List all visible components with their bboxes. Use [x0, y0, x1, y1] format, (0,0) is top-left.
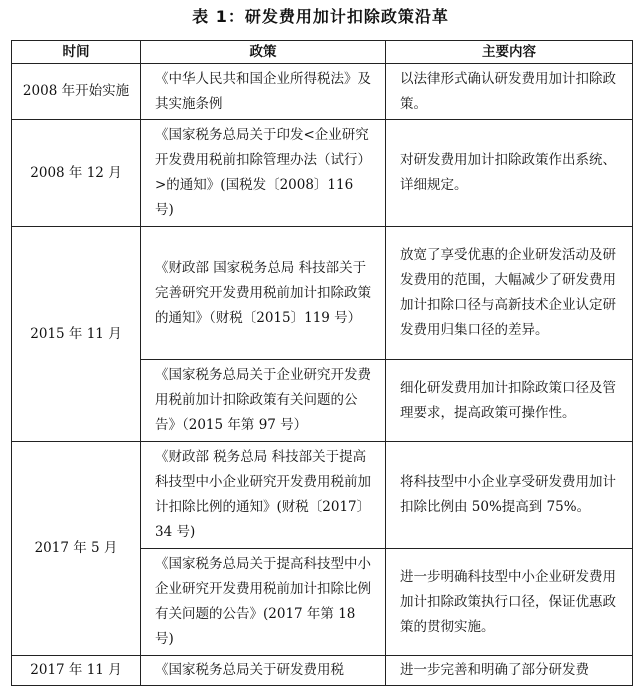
table-row: [12, 120, 633, 227]
cell-content: 放宽了享受优惠的企业研发活动及研发费用的范围，大幅减少了研发费用加计扣除口径与高新技术企业认定研发费用归集口径的差异。: [386, 227, 633, 360]
header-content: 主要内容: [386, 41, 633, 64]
cell-policy: 《国家税务总局关于企业研究开发费用税前加计扣除政策有关问题的公告》（2015 年第 97 号）: [141, 360, 386, 442]
cell-policy: 《财政部 国家税务总局 科技部关于完善研究开发费用税前加计扣除政策的通知》（财税〔2015〕119 号）: [141, 227, 386, 360]
cell-content: 将科技型中小企业享受研发费用加计扣除比例由 50%提高到 75%。: [386, 442, 633, 549]
cell-time: 2008 年 12 月: [12, 120, 141, 227]
cell-policy: 《中华人民共和国企业所得税法》及其实施条例: [141, 64, 386, 120]
table-row: [12, 64, 633, 120]
cell-content: 进一步明确科技型中小企业研发费用加计扣除政策执行口径，保证优惠政策的贯彻实施。: [386, 549, 633, 656]
table-row: [12, 227, 633, 360]
header-time: 时间: [12, 41, 141, 64]
cell-time: 2017 年 5 月: [12, 442, 141, 656]
cell-time: 2017 年 11 月: [12, 656, 141, 686]
table-row: [12, 442, 633, 549]
cell-policy: 《国家税务总局关于研发费用税: [141, 656, 386, 686]
cell-content: 以法律形式确认研发费用加计扣除政策。: [386, 64, 633, 120]
policy-history-table: [11, 40, 633, 686]
cell-content: 对研发费用加计扣除政策作出系统、详细规定。: [386, 120, 633, 227]
cell-policy: 《国家税务总局关于提高科技型中小企业研究开发费用税前加计扣除比例有关问题的公告》(2017 年第 18 号): [141, 549, 386, 656]
table-row: [12, 656, 633, 686]
header-policy: 政策: [141, 41, 386, 64]
table-header-row: [12, 41, 633, 64]
cell-policy: 《国家税务总局关于印发<企业研究开发费用税前扣除管理办法（试行）>的通知》(国税发〔2008〕116 号): [141, 120, 386, 227]
table-caption: 表 1：研发费用加计扣除政策沿革: [192, 7, 449, 26]
cell-time: 2008 年开始实施: [12, 64, 141, 120]
cell-content: 细化研发费用加计扣除政策口径及管理要求，提高政策可操作性。: [386, 360, 633, 442]
cell-time: 2015 年 11 月: [12, 227, 141, 442]
cell-policy: 《财政部 税务总局 科技部关于提高科技型中小企业研究开发费用税前加计扣除比例的通知》(财税〔2017〕34 号): [141, 442, 386, 549]
cell-content: 进一步完善和明确了部分研发费: [386, 656, 633, 686]
